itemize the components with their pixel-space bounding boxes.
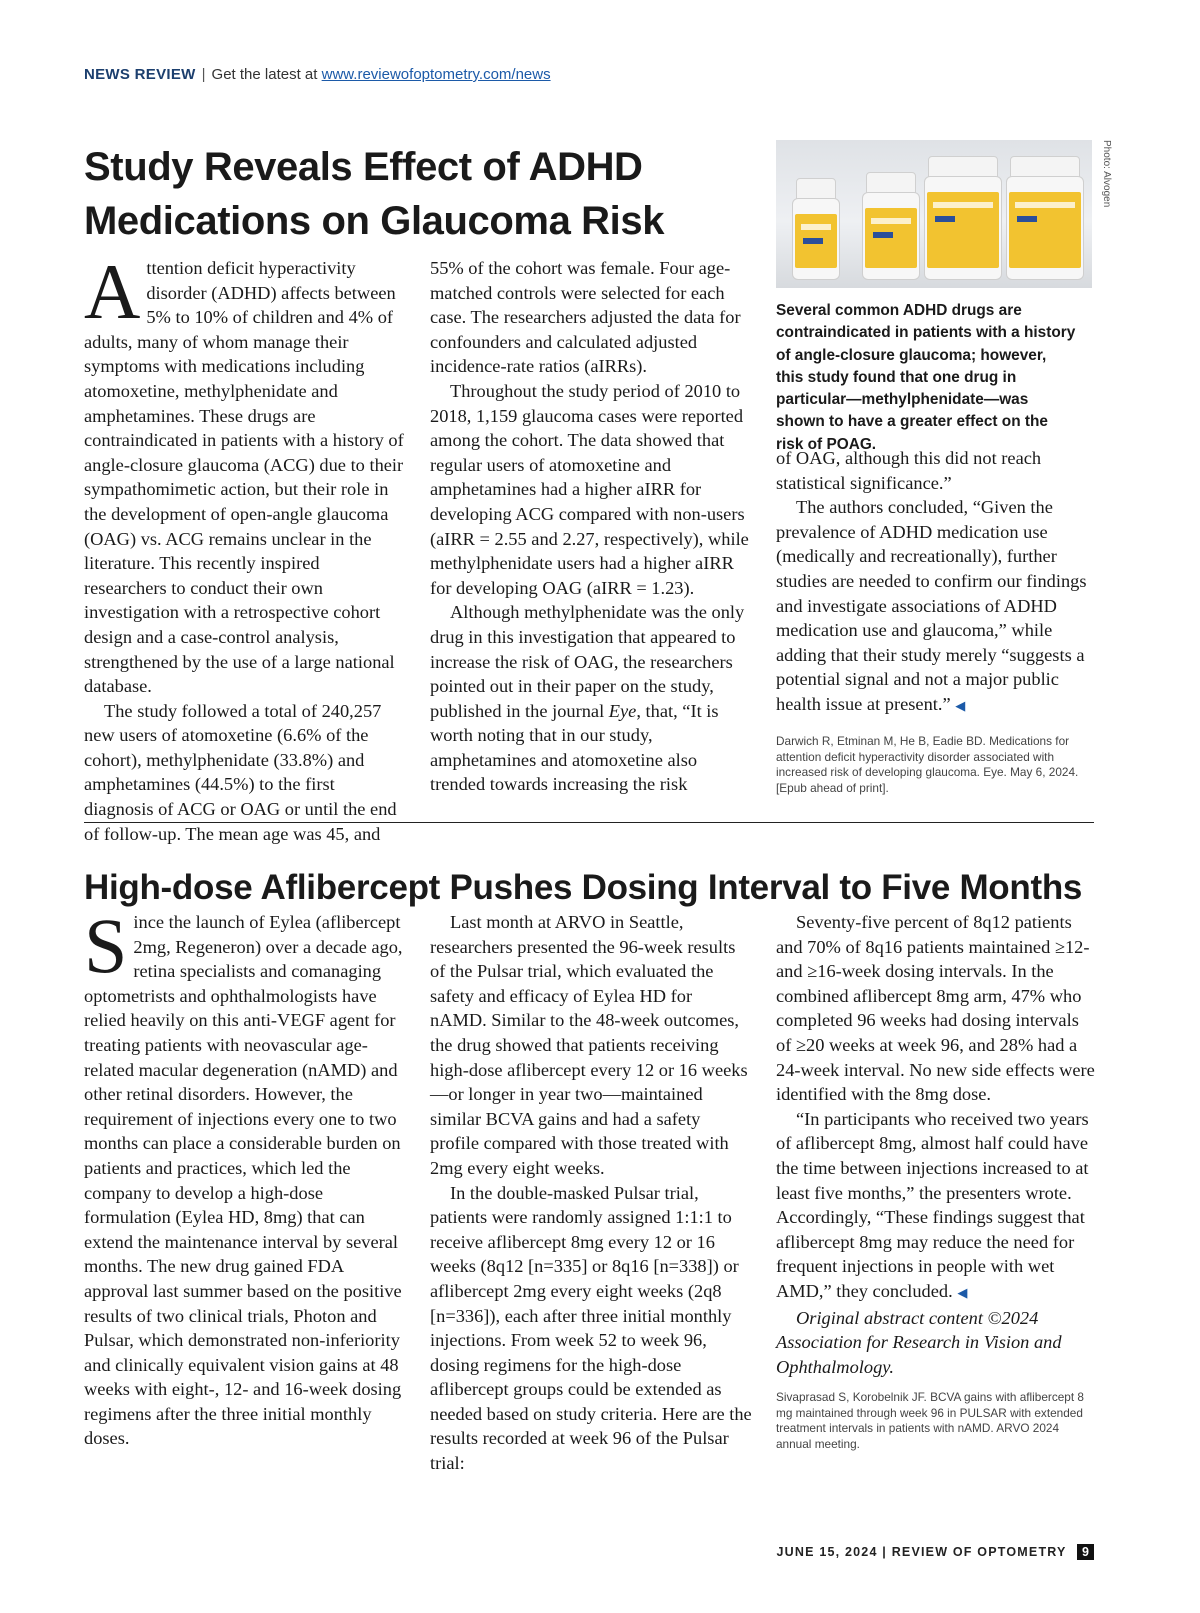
- photo-credit: Photo: Alvogen: [1101, 140, 1112, 208]
- pill-bottle: [924, 156, 1002, 280]
- section-label: NEWS REVIEW: [84, 66, 196, 83]
- article1-dropcap: A: [84, 248, 141, 335]
- news-link[interactable]: www.reviewofoptometry.com/news: [321, 66, 551, 83]
- issue-date: JUNE 15, 2024: [776, 1545, 878, 1559]
- journal-name: Eye: [608, 700, 637, 721]
- article1-text: The authors concluded, “Given the prevalence of ADHD medication use (medically and recreationally), further studies are needed to confirm our findings and investigate associations of ADHD medication use and glaucoma,” while adding that their study merely “suggests a potential signal and not a major public health issue at present.”: [776, 497, 1087, 714]
- article2-paragraph: Seventy-five percent of 8q12 patients and 70% of 8q16 patients maintained ≥12- and ≥16-week dosing intervals. In the combined aflibercept 8mg arm, 47% who completed 96 weeks had dosing intervals of ≥20 weeks at week 96, and 28% had a 24-week interval. No new side effects were identified with the 8mg dose.: [776, 912, 1095, 1105]
- end-mark-icon: ◀: [955, 697, 966, 713]
- header-separator: |: [201, 66, 206, 83]
- article2-paragraph: Last month at ARVO in Seattle, researchers presented the 96-week results of the Pulsar trial, which evaluated the safety and efficacy of Eylea HD for nAMD. Similar to the 48-week outcomes, the drug showed that patients receiving high-dose aflibercept every 12 or 16 weeks—or longer in year two—maintained similar BCVA gains and had a safety profile compared with those treated with 2mg every eight weeks.: [430, 912, 748, 1178]
- article1-paragraph: ttention deficit hyperactivity disorder (ADHD) affects between 5% to 10% of children and 4% of adults, many of whom manage their symptoms with medications including atomoxetine, methylphenidate and amphetamines. These drugs are contraindicated in patients with a history of angle-closure glaucoma (ACG) due to their sympathomimetic action, but their role in the development of open-angle glaucoma (OAG) vs. ACG remains unclear in the literature. This recently inspired researchers to conduct their own investigation with a retrospective cohort design and a case-control analysis, strengthened by the use of a large national database.: [84, 258, 404, 697]
- article2-column-3: [776, 910, 1098, 1379]
- article2-column-1: [84, 902, 406, 1451]
- article1-paragraph: [430, 600, 752, 797]
- pill-bottle: [1006, 156, 1084, 280]
- photo-caption: Several common ADHD drugs are contraindicated in patients with a history of angle-closure glaucoma; however, this study found that one drug in particular—methylphenidate—was shown to have a greater effect on the risk of POAG.: [776, 302, 1076, 453]
- footer-separator: |: [882, 1545, 887, 1559]
- abstract-credit: Original abstract content ©2024 Association for Research in Vision and Ophthalmology.: [776, 1307, 1062, 1377]
- end-mark-icon: ◀: [957, 1284, 968, 1300]
- page-footer: [777, 1544, 1094, 1560]
- pill-bottle: [862, 172, 920, 280]
- pill-bottle: [792, 178, 840, 280]
- article1-column-2: [430, 256, 752, 797]
- article2-text: “In participants who received two years of aflibercept 8mg, almost half could have the time between injections increased to at least five months,” the presenters wrote. Accordingly, “These findings suggest that aflibercept 8mg may reduce the need for frequent injections in people with wet AMD,” they concluded.: [776, 1108, 1089, 1301]
- article2-reference: Sivaprasad S, Korobelnik JF. BCVA gains with aflibercept 8 mg maintained through week 96 in PULSAR with extended treatment intervals in patients with nAMD. ARVO 2024 annual meeting.: [776, 1390, 1084, 1451]
- article1-column-3: [776, 446, 1098, 719]
- adhd-medication-photo: [776, 140, 1092, 288]
- page-number: 9: [1077, 1544, 1094, 1560]
- article1-paragraph: of OAG, although this did not reach statistical significance.”: [776, 448, 1042, 493]
- article2-column-2: [430, 910, 752, 1476]
- article1-column-1: [84, 248, 406, 846]
- page-header: [84, 66, 551, 83]
- article-divider: [84, 822, 1094, 823]
- article1-paragraph: The study followed a total of 240,257 new users of atomoxetine (6.6% of the cohort), methylphenidate (33.8%) and amphetamines (44.5%) to the first diagnosis of ACG or OAG or until the end of follow-up. The mean age was 45, and: [84, 700, 397, 844]
- article2-dropcap: S: [84, 902, 128, 989]
- article1-paragraph: 55% of the cohort was female. Four age-matched controls were selected for each case. The researchers adjusted the data for confounders and calculated adjusted incidence-rate ratios (aIRRs).: [430, 258, 741, 377]
- article1-paragraph: [776, 495, 1098, 718]
- article1-title: Study Reveals Effect of ADHD Medications on Glaucoma Risk: [84, 145, 665, 243]
- article1-text: Although methylphenidate was the only drug in this investigation that appeared to increase the risk of OAG, the researchers pointed out in their paper on the study, published in the journal: [430, 602, 745, 721]
- article2-paragraph: ince the launch of Eylea (aflibercept 2mg, Regeneron) over a decade ago, retina specialists and comanaging optometrists and ophthalmologists have relied heavily on this anti-VEGF agent for treating patients with neovascular age-related macular degeneration (nAMD) and other retinal disorders. However, the requirement of injections every one to two months can place a considerable burden on patients and practices, which led the company to develop a high-dose formulation (Eylea HD, 8mg) that can extend the maintenance interval by several months. The new drug gained FDA approval last summer based on the positive results of two clinical trials, Photon and Pulsar, which demonstrated non-inferiority and clinically equivalent vision gains at 48 weeks with eight-, 12- and 16-week dosing regimens after the three initial monthly doses.: [84, 912, 403, 1449]
- article2-title: High-dose Aflibercept Pushes Dosing Interval to Five Months: [84, 868, 1083, 907]
- header-prefix: Get the latest at: [211, 66, 318, 83]
- publication-name: REVIEW OF OPTOMETRY: [891, 1545, 1067, 1559]
- article2-paragraph: In the double-masked Pulsar trial, patients were randomly assigned 1:1:1 to receive aflibercept 8mg every 12 or 16 weeks (8q12 [n=335] or 8q16 [n=338]) or aflibercept 2mg every eight weeks (2q8 [n=336]), each after three initial monthly injections. From week 52 to week 96, dosing regimens for the high-dose aflibercept groups could be extended as needed based on study criteria. Here are the results recorded at week 96 of the Pulsar trial:: [430, 1182, 752, 1474]
- article2-paragraph: [776, 1107, 1098, 1306]
- article1-reference: Darwich R, Etminan M, He B, Eadie BD. Medications for attention deficit hyperactivity disorder associated with increased risk of developing glaucoma. Eye. May 6, 2024. [Epub ahead of print].: [776, 734, 1079, 795]
- article1-paragraph: Throughout the study period of 2010 to 2018, 1,159 glaucoma cases were reported among the cohort. The data showed that regular users of atomoxetine and amphetamines had a higher aIRR for developing ACG compared with non-users (aIRR = 2.55 and 2.27, respectively), while methylphenidate users had a higher aIRR for developing OAG (aIRR = 1.23).: [430, 380, 749, 598]
- article1-text: , that, “It is worth noting that in our study, amphetamines and atomoxetine also trended towards increasing the risk: [430, 700, 719, 795]
